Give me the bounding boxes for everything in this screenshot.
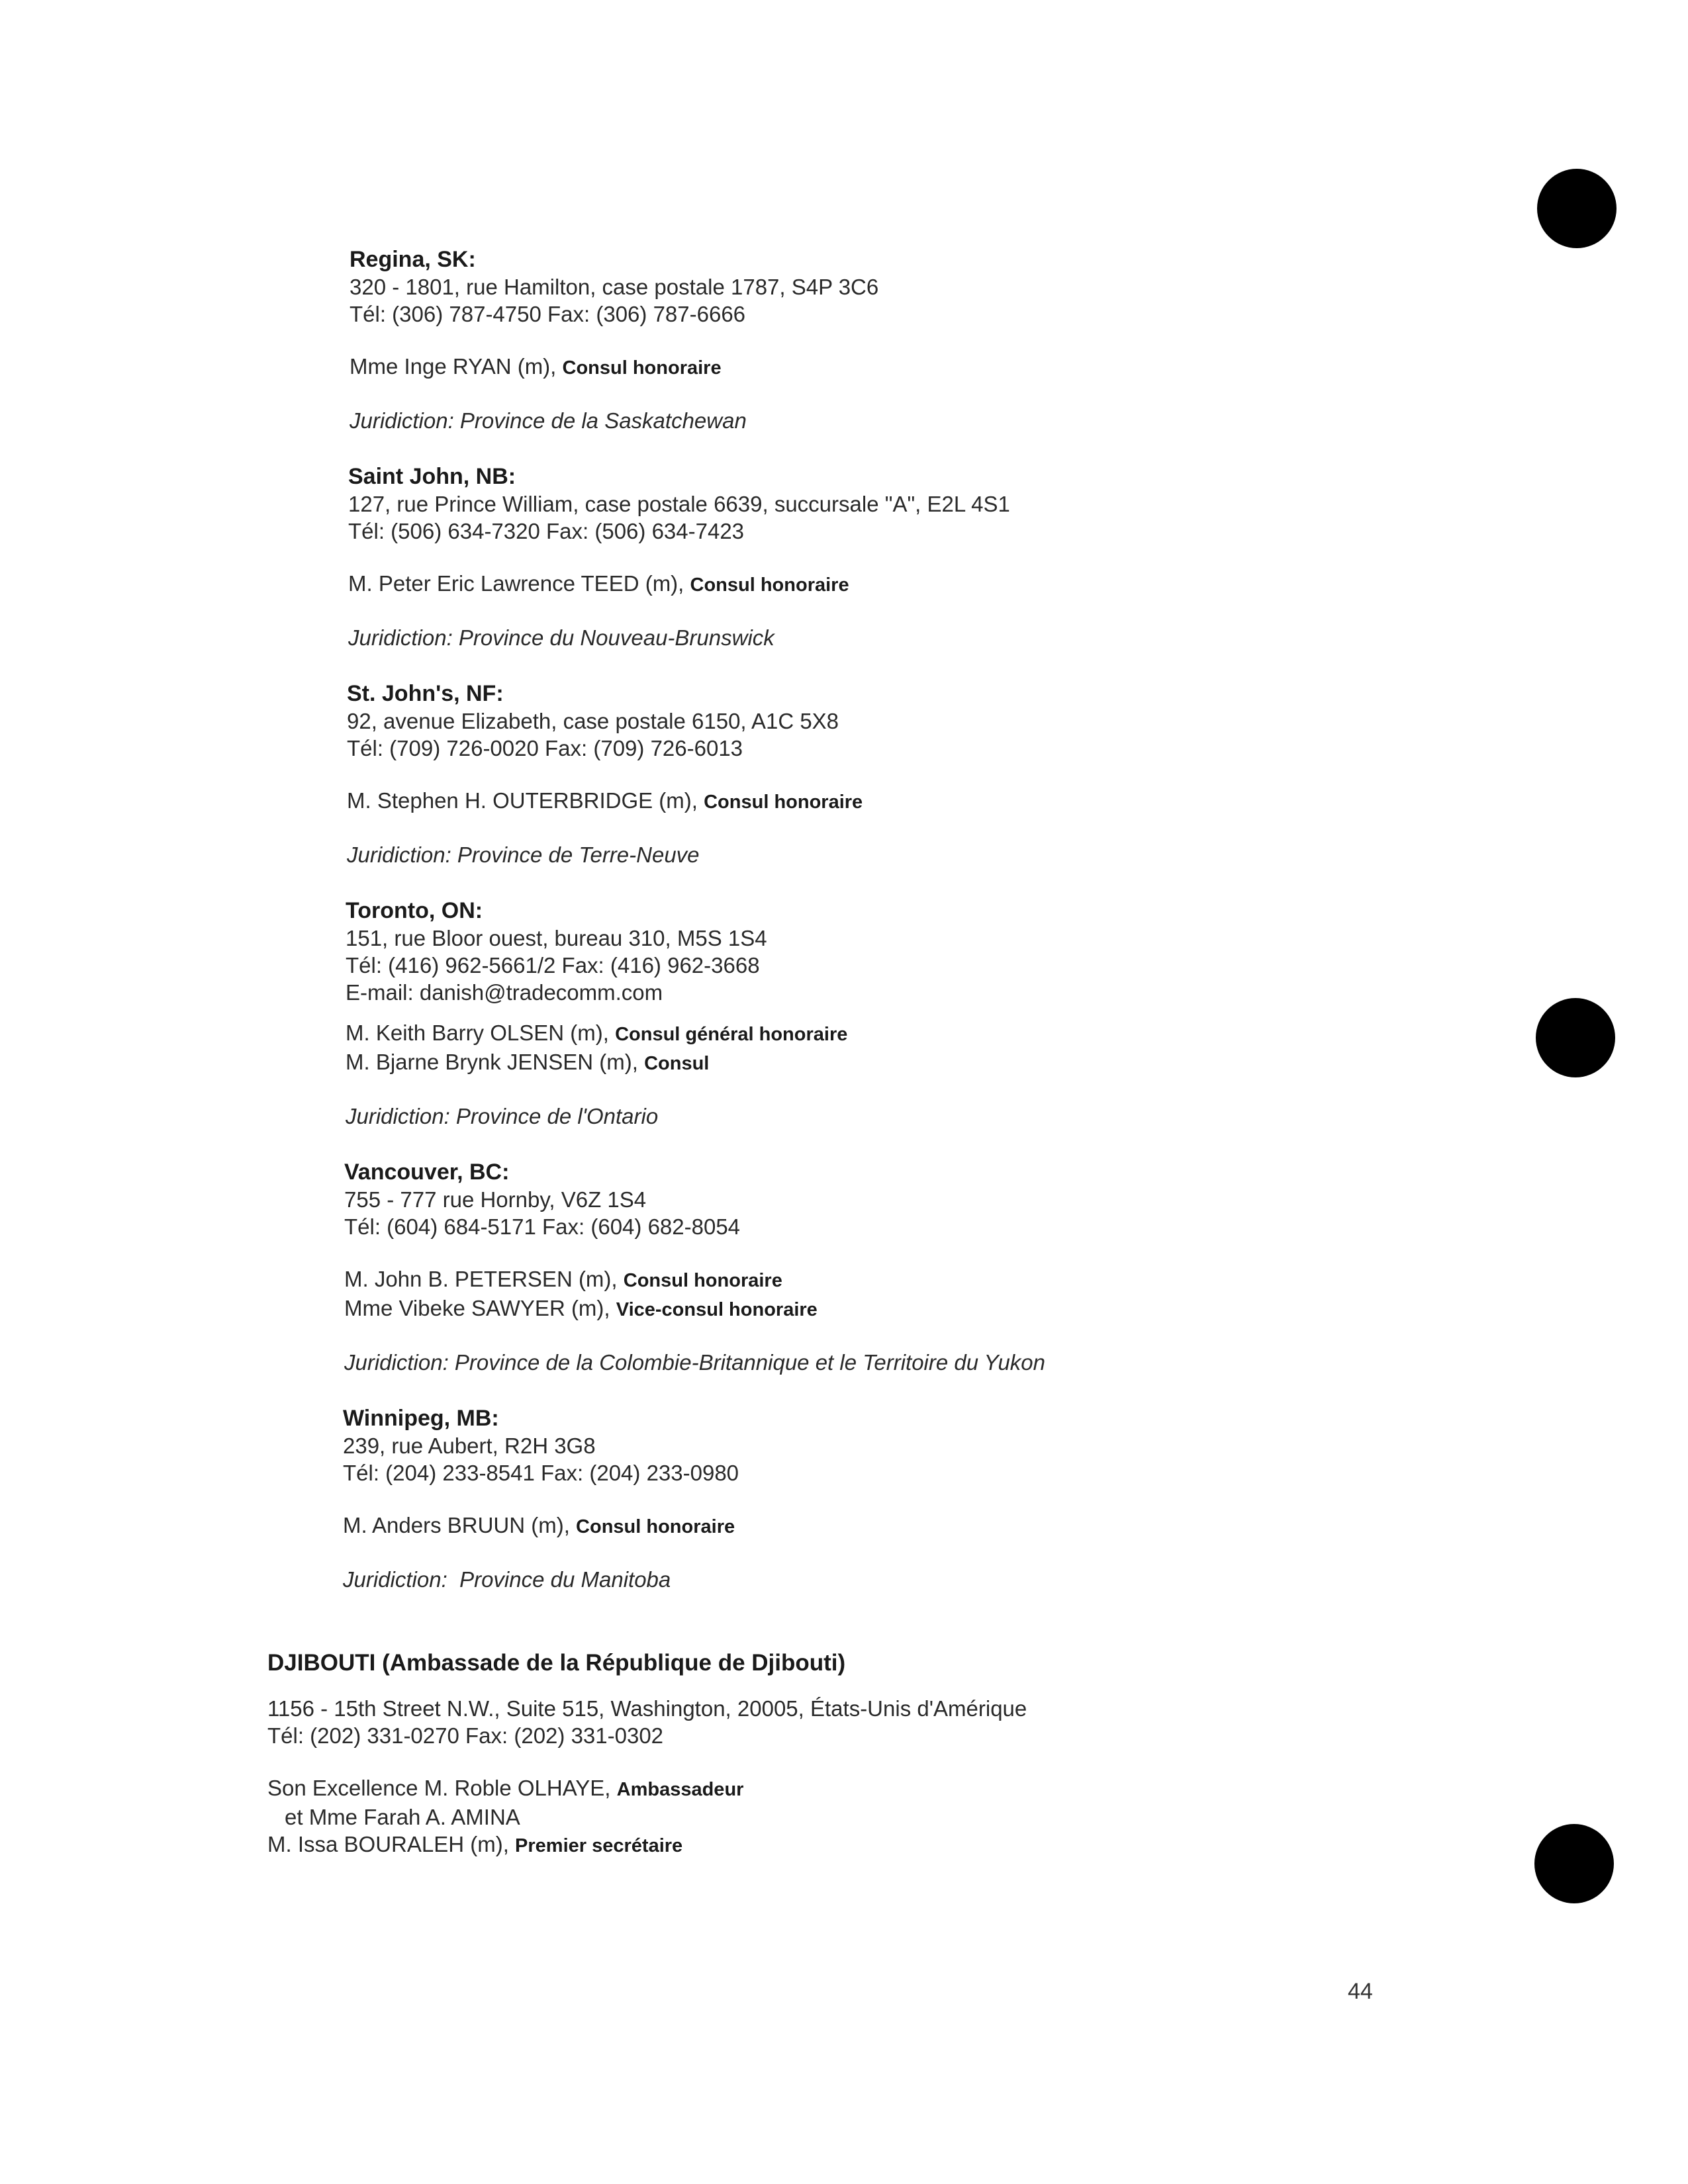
person-name: M. Peter Eric Lawrence TEED (m), <box>348 571 684 596</box>
person-title: Consul général honoraire <box>615 1024 848 1045</box>
persons-block <box>348 570 1503 599</box>
person-line <box>267 1803 1459 1831</box>
jurisdiction-line: Juridiction: Province du Manitoba <box>343 1567 671 1592</box>
embassy-section <box>267 1649 1459 1860</box>
person-line <box>348 570 1503 599</box>
email-line: E-mail: danish@tradecomm.com <box>346 980 663 1005</box>
person-line <box>343 1512 1503 1541</box>
person-title: Consul honoraire <box>623 1270 782 1291</box>
person-name: Son Excellence M. Roble OLHAYE, <box>267 1776 611 1800</box>
person-line <box>344 1295 1503 1324</box>
consulate-entry-toronto <box>346 897 1503 1130</box>
phone-fax-line: Tél: (416) 962-5661/2 Fax: (416) 962-3668 <box>346 953 760 978</box>
person-title: Consul honoraire <box>704 792 863 813</box>
person-name: M. Issa BOURALEH (m), <box>267 1832 509 1856</box>
person-line <box>346 1019 1503 1048</box>
city-heading: Winnipeg, MB: <box>343 1406 499 1431</box>
address-line: 92, avenue Elizabeth, case postale 6150, A1C 5X8 <box>347 709 839 733</box>
person-title: Ambassadeur <box>616 1779 744 1800</box>
person-title: Consul <box>644 1053 710 1074</box>
person-line <box>350 353 1503 382</box>
person-title: Consul honoraire <box>690 574 849 596</box>
persons-block <box>346 1019 1503 1077</box>
person-name: et Mme Farah A. AMINA <box>285 1805 520 1829</box>
consulate-entry-vancouver <box>344 1159 1503 1376</box>
phone-fax-line: Tél: (204) 233-8541 Fax: (204) 233-0980 <box>343 1461 739 1485</box>
jurisdiction-line: Juridiction: Province de l'Ontario <box>346 1104 659 1128</box>
person-title: Vice-consul honoraire <box>616 1299 818 1320</box>
person-title: Consul honoraire <box>562 357 722 379</box>
city-heading: Toronto, ON: <box>346 898 483 923</box>
consulate-entry-winnipeg <box>343 1405 1503 1593</box>
phone-fax-line: Tél: (709) 726-0020 Fax: (709) 726-6013 <box>347 736 743 760</box>
jurisdiction-line: Juridiction: Province de la Colombie-Britannique et le Territoire du Yukon <box>344 1350 1046 1375</box>
person-name: Mme Inge RYAN (m), <box>350 354 557 379</box>
page-number: 44 <box>1348 1979 1373 2004</box>
punch-hole-bottom <box>1534 1824 1614 1903</box>
jurisdiction-line: Juridiction: Province du Nouveau-Brunswick <box>348 625 774 650</box>
city-heading: Vancouver, BC: <box>344 1160 510 1185</box>
phone-fax-line: Tél: (202) 331-0270 Fax: (202) 331-0302 <box>267 1723 664 1748</box>
person-line <box>344 1265 1503 1295</box>
consulate-entry-saint-john <box>348 463 1503 651</box>
address-line: 127, rue Prince William, case postale 6639, succursale "A", E2L 4S1 <box>348 492 1010 516</box>
person-name: M. Anders BRUUN (m), <box>343 1513 570 1537</box>
address-line: 320 - 1801, rue Hamilton, case postale 1787, S4P 3C6 <box>350 275 879 299</box>
address-line: 239, rue Aubert, R2H 3G8 <box>343 1433 596 1458</box>
punch-hole-middle <box>1536 998 1615 1077</box>
phone-fax-line: Tél: (306) 787-4750 Fax: (306) 787-6666 <box>350 302 746 326</box>
jurisdiction-line: Juridiction: Province de Terre-Neuve <box>347 842 700 867</box>
city-heading: Regina, SK: <box>350 247 476 272</box>
embassy-address-block <box>267 1695 1459 1749</box>
consulate-entry-regina <box>350 246 1503 434</box>
embassy-persons-block <box>267 1774 1459 1860</box>
person-name: M. Keith Barry OLSEN (m), <box>346 1021 609 1045</box>
person-line <box>347 787 1503 816</box>
address-line: 1156 - 15th Street N.W., Suite 515, Washington, 20005, États-Unis d'Amérique <box>267 1696 1027 1721</box>
person-name: M. Bjarne Brynk JENSEN (m), <box>346 1050 638 1074</box>
person-line <box>346 1048 1503 1077</box>
punch-hole-top <box>1537 169 1617 248</box>
persons-block <box>344 1265 1503 1324</box>
persons-block <box>343 1512 1503 1541</box>
person-name: M. John B. PETERSEN (m), <box>344 1267 618 1291</box>
consulate-entry-st-johns <box>347 680 1503 868</box>
persons-block <box>347 787 1503 816</box>
person-name: M. Stephen H. OUTERBRIDGE (m), <box>347 788 698 813</box>
consulate-list <box>344 246 1503 1622</box>
address-line: 151, rue Bloor ouest, bureau 310, M5S 1S4 <box>346 926 767 950</box>
person-line <box>267 1831 1459 1860</box>
persons-block <box>350 353 1503 382</box>
person-name: Mme Vibeke SAWYER (m), <box>344 1296 610 1320</box>
address-line: 755 - 777 rue Hornby, V6Z 1S4 <box>344 1187 647 1212</box>
jurisdiction-line: Juridiction: Province de la Saskatchewan <box>350 408 747 433</box>
person-line <box>267 1774 1459 1803</box>
person-title: Consul honoraire <box>576 1516 735 1537</box>
person-title: Premier secrétaire <box>515 1835 683 1856</box>
phone-fax-line: Tél: (506) 634-7320 Fax: (506) 634-7423 <box>348 519 745 543</box>
phone-fax-line: Tél: (604) 684-5171 Fax: (604) 682-8054 <box>344 1214 741 1239</box>
city-heading: St. John's, NF: <box>347 681 504 706</box>
city-heading: Saint John, NB: <box>348 464 516 489</box>
embassy-heading: DJIBOUTI (Ambassade de la République de Djibouti) <box>267 1650 846 1676</box>
